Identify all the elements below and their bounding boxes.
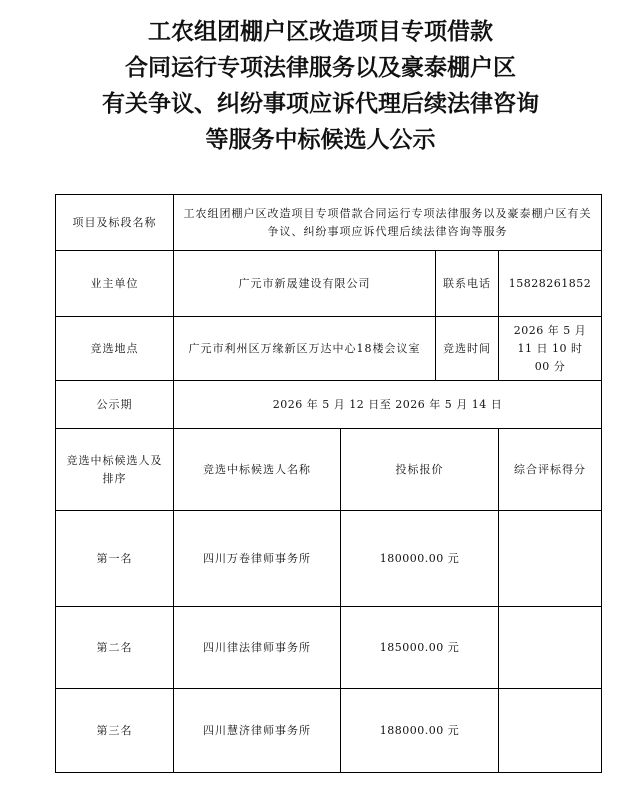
table-row-header <box>56 429 602 511</box>
candidate-name: 四川慧济律师事务所 <box>174 689 341 773</box>
candidate-rank: 第三名 <box>56 689 174 773</box>
phone-label: 联系电话 <box>436 251 499 317</box>
candidates-label: 竞选中标候选人及排序 <box>56 429 174 511</box>
notice-table <box>55 194 602 773</box>
time-label: 竞选时间 <box>436 317 499 381</box>
candidate-score <box>499 511 602 607</box>
candidate-price: 185000.00 元 <box>341 607 499 689</box>
location-label: 竞选地点 <box>56 317 174 381</box>
table-row-period <box>56 381 602 429</box>
title-line-4: 等服务中标候选人公示 <box>205 127 436 153</box>
candidate-rank: 第二名 <box>56 607 174 689</box>
title-line-2: 合同运行专项法律服务以及豪泰棚户区 <box>125 55 516 81</box>
candidate-name: 四川律法律师事务所 <box>174 607 341 689</box>
candidate-name: 四川万卷律师事务所 <box>174 511 341 607</box>
project-value: 工农组团棚户区改造项目专项借款合同运行专项法律服务以及豪泰棚户区有关争议、纠纷事项应诉代理后续法律咨询等服务 <box>174 195 602 251</box>
title-line-3: 有关争议、纠纷事项应诉代理后续法律咨询 <box>102 91 539 117</box>
period-value: 2026 年 5 月 12 日至 2026 年 5 月 14 日 <box>174 381 602 429</box>
column-header-price: 投标报价 <box>341 429 499 511</box>
table-row <box>56 689 602 773</box>
table-row-location <box>56 317 602 381</box>
candidate-price: 188000.00 元 <box>341 689 499 773</box>
column-header-score: 综合评标得分 <box>499 429 602 511</box>
candidate-rank: 第一名 <box>56 511 174 607</box>
time-value: 2026 年 5 月 11 日 10 时 00 分 <box>499 317 602 381</box>
table-row-owner <box>56 251 602 317</box>
candidate-score <box>499 689 602 773</box>
table-row <box>56 511 602 607</box>
title-line-1: 工农组团棚户区改造项目专项借款 <box>148 19 493 45</box>
candidate-score <box>499 607 602 689</box>
owner-label: 业主单位 <box>56 251 174 317</box>
table-row-project <box>56 195 602 251</box>
owner-value: 广元市新晟建设有限公司 <box>174 251 436 317</box>
project-label: 项目及标段名称 <box>56 195 174 251</box>
phone-value: 15828261852 <box>499 251 602 317</box>
notice-title <box>0 14 641 158</box>
candidate-price: 180000.00 元 <box>341 511 499 607</box>
column-header-name: 竞选中标候选人名称 <box>174 429 341 511</box>
period-label: 公示期 <box>56 381 174 429</box>
location-value: 广元市利州区万缘新区万达中心18楼会议室 <box>174 317 436 381</box>
table-row <box>56 607 602 689</box>
